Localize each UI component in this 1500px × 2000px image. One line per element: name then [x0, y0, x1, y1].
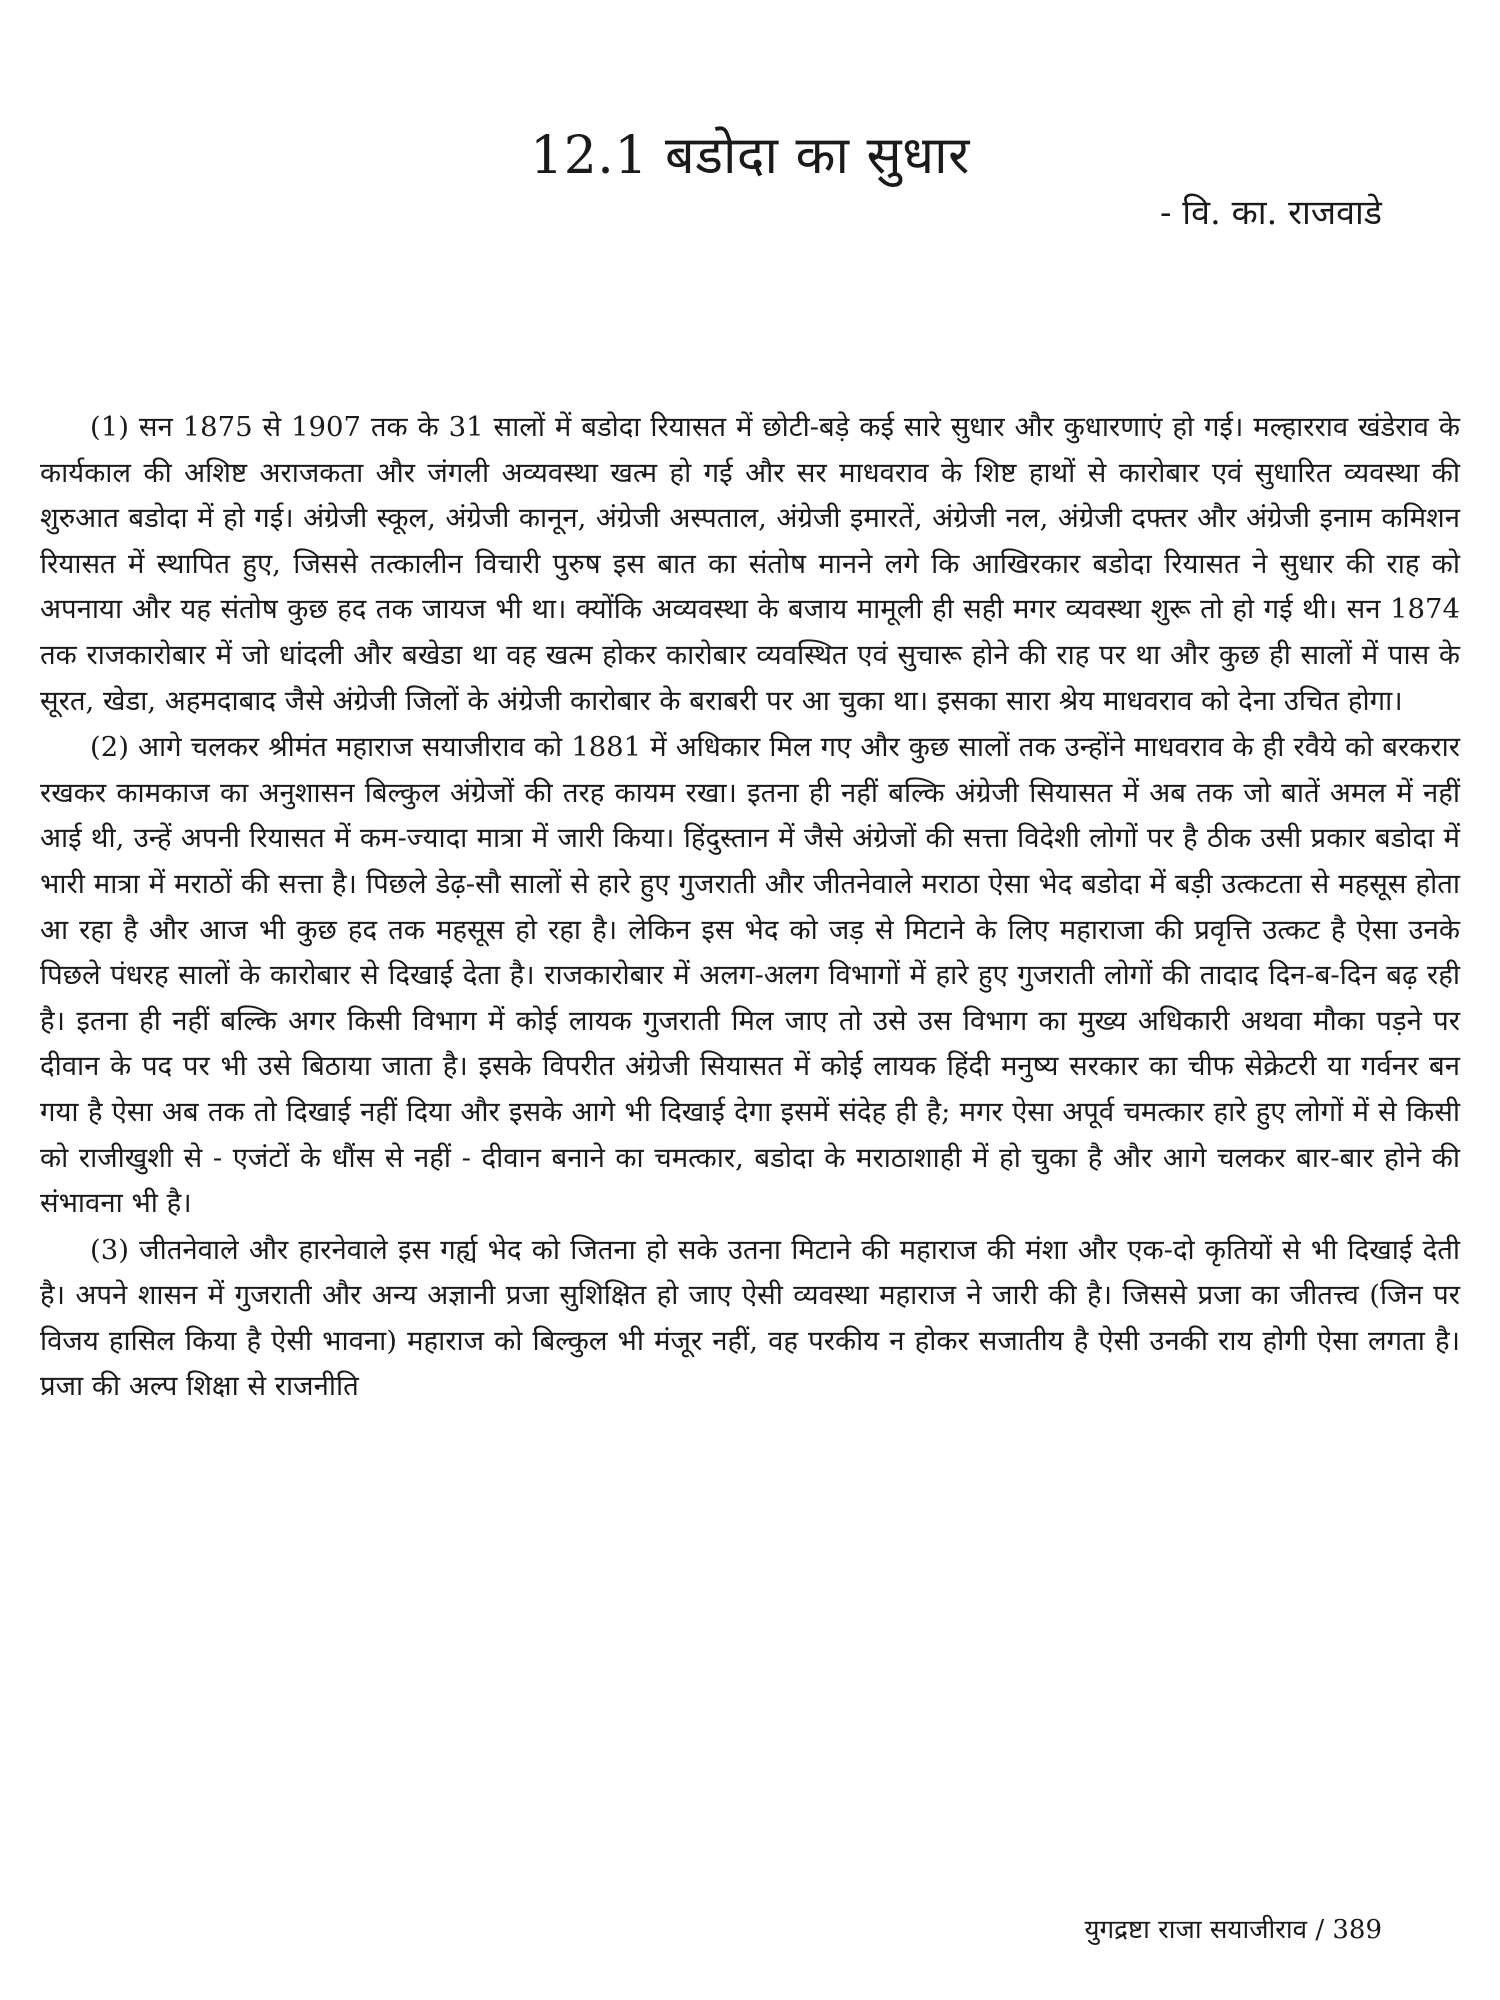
author-name: - वि. का. राजवाडे	[1160, 193, 1382, 233]
paragraph-1: (1) सन 1875 से 1907 तक के 31 सालों में बडोदा रियासत में छोटी-बड़े कई सारे सुधार और कुधारणाएं हो गई। मल्हारराव खंडेराव के कार्यकाल की अशिष्ट अराजकता और जंगली अव्यवस्था खत्म हो गई और सर माधवराव के शिष्ट हाथों से कारोबार एवं सुधारित व्यवस्था की शुरुआत बडोदा में हो गई। अंग्रेजी स्कूल, अंग्रेजी कानून, अंग्रेजी अस्पताल, अंग्रेजी इमारतें, अंग्रेजी नल, अंग्रेजी दफ्तर और अंग्रेजी इनाम कमिशन रियासत में स्थापित हुए, जिससे तत्कालीन विचारी पुरुष इस बात का संतोष मानने लगे कि आखिरकार बडोदा रियासत ने सुधार की राह को अपनाया और यह संतोष कुछ हद तक जायज भी था। क्योंकि अव्यवस्था के बजाय मामूली ही सही मगर व्यवस्था शुरू तो हो गई थी। सन 1874 तक राजकारोबार में जो धांदली और बखेडा था वह खत्म होकर कारोबार व्यवस्थित एवं सुचारू होने की राह पर था और कुछ ही सालों में पास के सूरत, खेडा, अहमदाबाद जैसे अंग्रेजी जिलों के अंग्रेजी कारोबार के बराबरी पर आ चुका था। इसका सारा श्रेय माधवराव को देना उचित होगा।	[40, 411, 1460, 717]
chapter-title: 12.1 बडोदा का सुधार	[530, 126, 970, 186]
paragraph-2: (2) आगे चलकर श्रीमंत महाराज सयाजीराव को 1881 में अधिकार मिल गए और कुछ सालों तक उन्होंने माधवराव के ही रवैये को बरकरार रखकर कामकाज का अनुशासन बिल्कुल अंग्रेजों की तरह कायम रखा। इतना ही नहीं बल्कि अंग्रेजी सियासत में अब तक जो बातें अमल में नहीं आई थी, उन्हें अपनी रियासत में कम-ज्यादा मात्रा में जारी किया। हिंदुस्तान में जैसे अंग्रेजों की सत्ता विदेशी लोगों पर है ठीक उसी प्रकार बडोदा में भारी मात्रा में मराठों की सत्ता है। पिछले डेढ़-सौ सालों से हारे हुए गुजराती और जीतनेवाले मराठा ऐसा भेद बडोदा में बड़ी उत्कटता से महसूस होता आ रहा है और आज भी कुछ हद तक महसूस हो रहा है। लेकिन इस भेद को जड़ से मिटाने के लिए महाराजा की प्रवृत्ति उत्कट है ऐसा उनके पिछले पंधरह सालों के कारोबार से दिखाई देता है। राजकारोबार में अलग-अलग विभागों में हारे हुए गुजराती लोगों की तादाद दिन-ब-दिन बढ़ रही है। इतना ही नहीं बल्कि अगर किसी विभाग में कोई लायक गुजराती मिल जाए तो उसे उस विभाग का मुख्य अधिकारी अथवा मौका पड़ने पर दीवान के पद पर भी उसे बिठाया जाता है। इसके विपरीत अंग्रेजी सियासत में कोई लायक हिंदी मनुष्य सरकार का चीफ सेक्रेटरी या गर्वनर बन गया है ऐसा अब तक तो दिखाई नहीं दिया और इसके आगे भी दिखाई देगा इसमें संदेह ही है; मगर ऐसा अपूर्व चमत्कार हारे हुए लोगों में से किसी को राजीखुशी से - एजंटों के धौंस से नहीं - दीवान बनाने का चमत्कार, बडोदा के मराठाशाही में हो चुका है और आगे चलकर बार-बार होने की संभावना भी है।	[40, 731, 1460, 1220]
paragraph-3: (3) जीतनेवाले और हारनेवाले इस गर्ह्य भेद को जितना हो सके उतना मिटाने की महाराज की मंशा और एक-दो कृतियों से भी दिखाई देती है। अपने शासन में गुजराती और अन्य अज्ञानी प्रजा सुशिक्षित हो जाए ऐसी व्यवस्था महाराज ने जारी की है। जिससे प्रजा का जीतत्त्व (जिन पर विजय हासिल किया है ऐसी भावना) महाराज को बिल्कुल भी मंजूर नहीं, वह परकीय न होकर सजातीय है ऐसी उनकी राय होगी ऐसा लगता है। प्रजा की अल्प शिक्षा से राजनीति	[40, 1233, 1460, 1403]
body-text	[40, 405, 1460, 1411]
page-footer: युगद्रष्टा राजा सयाजीराव / 389	[1084, 1915, 1382, 1945]
